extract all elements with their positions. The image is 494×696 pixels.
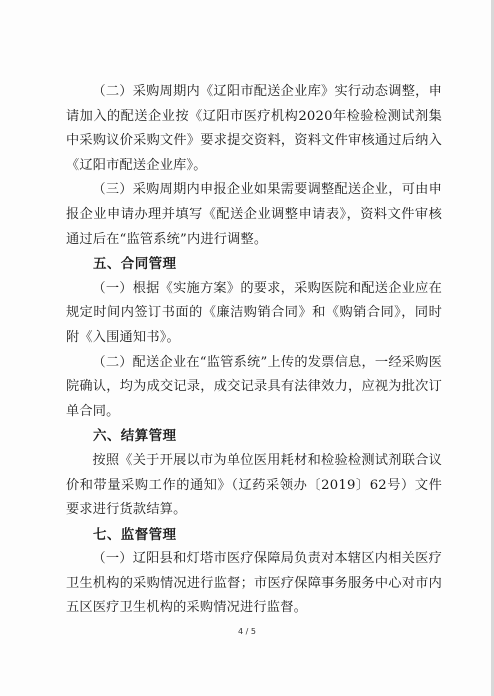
paragraph-sign-contracts: （一）根据《实施方案》的要求，采购医院和配送企业应在规定时间内签订书面的《廉洁购销合同》和《购销合同》，同时附《入围通知书》。 (66, 280, 442, 345)
heading-settlement-management: 六、结算管理 (93, 428, 177, 445)
paragraph-invoice-records: （二）配送企业在“监管系统”上传的发票信息，一经采购医院确认，均为成交记录，成交记录具有法律效力，应视为批次订单合同。 (66, 354, 442, 419)
paragraph-settlement: 按照《关于开展以市为单位医用耗材和检验检测试剂联合议价和带量采购工作的通知》（辽药采领办〔2019〕62号）文件要求进行货款结算。 (66, 452, 442, 518)
paragraph-config-change: （二）采购周期内《辽阳市配送企业库》实行动态调整，申请加入的配送企业按《辽阳市医疗机构2020年检验检测试剂集中采购议价采购文件》要求提交资料，资料文件审核通过后纳入《辽阳市配送企业库》。 (66, 84, 442, 173)
document-body (66, 80, 442, 621)
page-number: 4 / 5 (238, 627, 256, 636)
paragraph-supervision: （一）辽阳县和灯塔市医疗保障局负责对本辖区内相关医疗卫生机构的采购情况进行监督；市医疗保障事务服务中心对市内五区医疗卫生机构的采购情况进行监督。 (66, 551, 442, 616)
heading-supervision-management: 七、监督管理 (93, 526, 177, 543)
paragraph-adjust-distributor: （三）采购周期内申报企业如果需要调整配送企业，可由申报企业申请办理并填写《配送企业调整申请表》，资料文件审核通过后在“监管系统”内进行调整。 (66, 182, 442, 247)
heading-contract-management: 五、合同管理 (93, 256, 177, 273)
